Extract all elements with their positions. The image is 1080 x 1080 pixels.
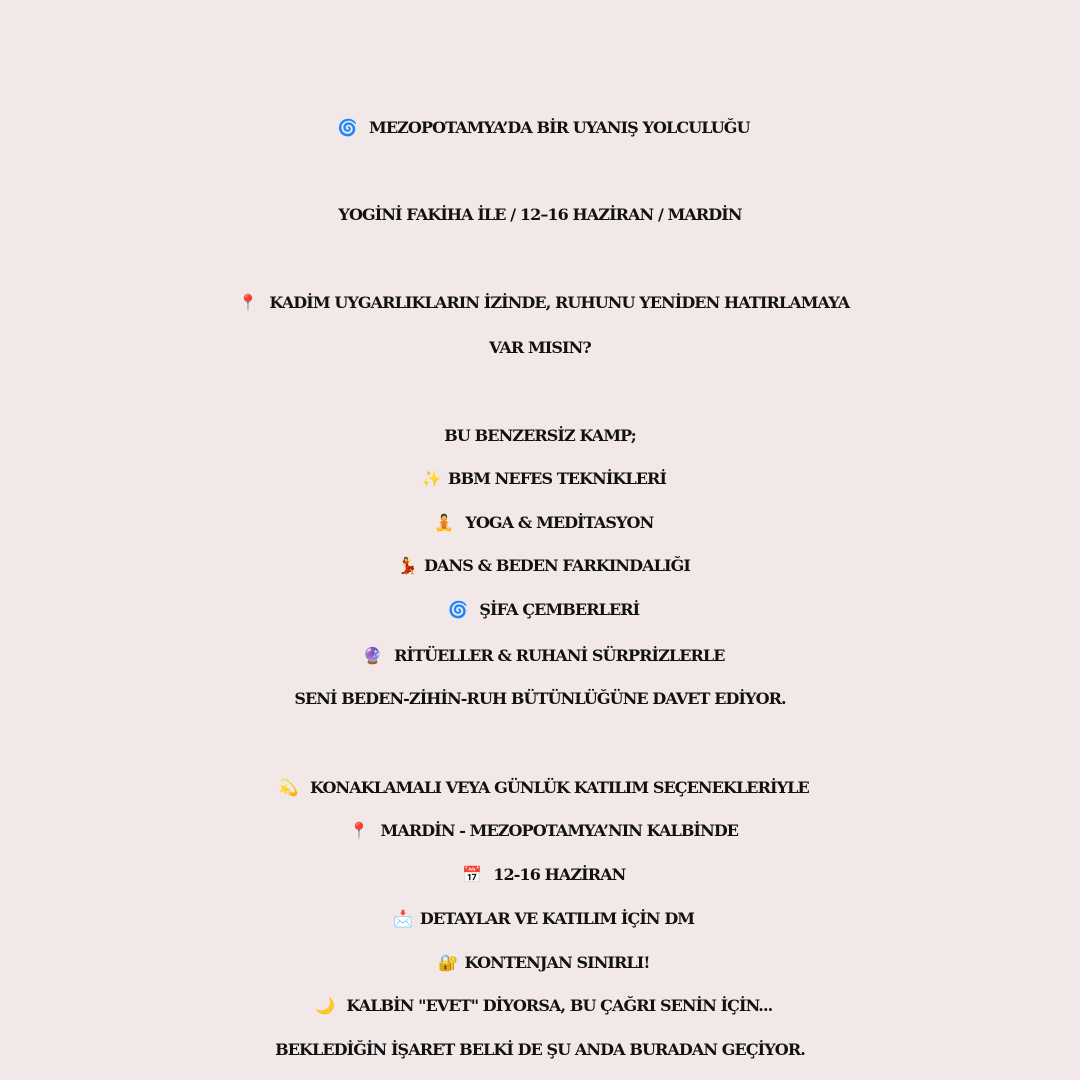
question-line-2	[0, 330, 1080, 366]
location-text: MARDİN - MEZOPOTAMYA’NIN KALBİNDE	[380, 821, 739, 840]
feature-breathing-text: BBM NEFES TEKNİKLERİ	[447, 469, 667, 488]
subtitle-text: YOGİNİ FAKİHA İLE / 12–16 HAZİRAN / MARDİN	[338, 205, 742, 224]
title-line	[0, 110, 1080, 146]
closing-line	[0, 1032, 1080, 1068]
feature-dance-text: DANS & BEDEN FARKINDALIĞI	[424, 556, 690, 575]
feature-yoga	[0, 505, 1080, 541]
question-text-2: VAR MISIN?	[489, 338, 591, 357]
invitation-line	[0, 681, 1080, 717]
invitation-text: SENİ BEDEN-ZİHİN-RUH BÜTÜNLÜĞÜNE DAVET EDİYOR.	[294, 689, 786, 708]
feature-yoga-text: YOGA & MEDİTASYON	[465, 513, 654, 532]
pin-icon: 📍	[238, 293, 258, 312]
closing-text: BEKLEDİĞİN İŞARET BELKİ DE ŞU ANDA BURADAN GEÇİYOR.	[275, 1040, 805, 1059]
date-text: 12-16 HAZİRAN	[493, 865, 626, 884]
subtitle-line	[0, 197, 1080, 233]
lock-key-icon: 🔐	[438, 953, 458, 972]
crescent-moon-icon: 🌙	[315, 996, 335, 1015]
crystal-ball-icon: 🔮	[362, 646, 382, 665]
question-text-1: KADİM UYGARLIKLARIN İZİNDE, RUHUNU YENİDEN HATIRLAMAYA	[269, 293, 850, 312]
location-line	[0, 813, 1080, 849]
date-line	[0, 857, 1080, 893]
contact-line	[0, 901, 1080, 937]
feature-healing-text: ŞİFA ÇEMBERLERİ	[479, 600, 640, 619]
camp-intro-text: BU BENZERSİZ KAMP;	[444, 426, 636, 445]
options-text: KONAKLAMALI VEYA GÜNLÜK KATILIM SEÇENEKLERİYLE	[309, 778, 809, 797]
calendar-icon: 📅	[462, 865, 482, 884]
capacity-text: KONTENJAN SINIRLI!	[464, 953, 650, 972]
options-line	[0, 770, 1080, 806]
dancer-icon: 💃	[397, 556, 417, 575]
title-text: MEZOPOTAMYA’DA BİR UYANIŞ YOLCULUĞU	[369, 118, 750, 137]
cyclone-icon: 🌀	[448, 600, 468, 619]
call-line	[0, 988, 1080, 1024]
capacity-line	[0, 945, 1080, 981]
sparkles-icon: ✨	[421, 469, 441, 488]
cyclone-icon: 🌀	[337, 118, 357, 137]
question-line-1	[0, 285, 1080, 321]
feature-dance	[0, 548, 1080, 584]
feature-rituals	[0, 638, 1080, 674]
meditation-icon: 🧘	[434, 513, 454, 532]
camp-intro-line	[0, 418, 1080, 454]
feature-breathing	[0, 461, 1080, 497]
pin-icon: 📍	[349, 821, 369, 840]
feature-rituals-text: RİTÜELLER & RUHANİ SÜRPRİZLERLE	[394, 646, 725, 665]
feature-healing	[0, 592, 1080, 628]
inbox-envelope-icon: 📩	[393, 909, 413, 928]
dizzy-star-icon: 💫	[278, 778, 298, 797]
call-text: KALBİN "EVET" DİYORSA, BU ÇAĞRI SENİN İÇİN...	[346, 996, 773, 1015]
contact-text: DETAYLAR VE KATILIM İÇİN DM	[419, 909, 695, 928]
